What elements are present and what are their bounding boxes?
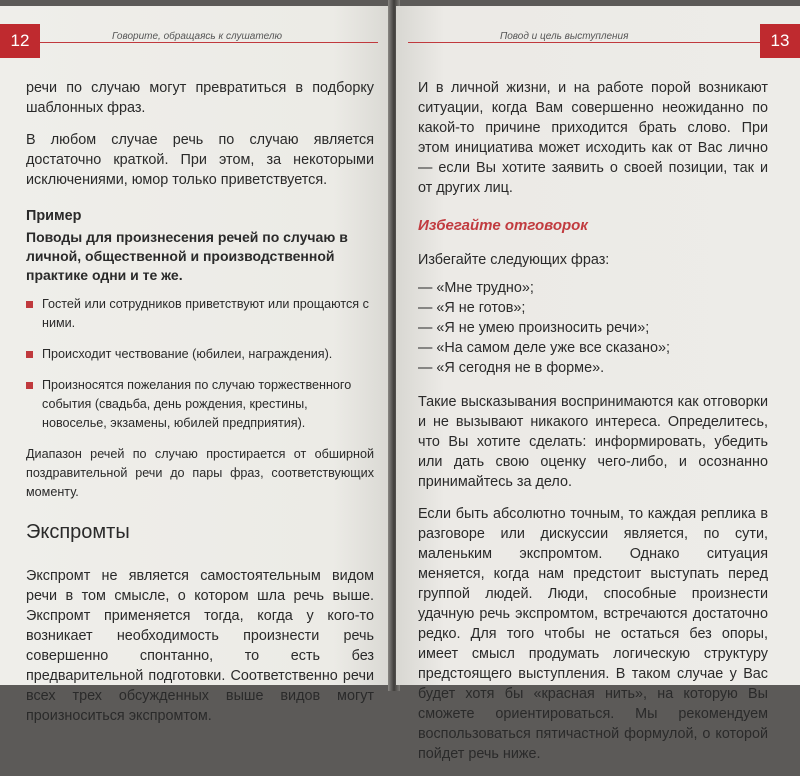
- subheading: Избегайте отговорок: [418, 217, 588, 234]
- left-page-content: [26, 78, 374, 738]
- page-number-right: 13: [760, 24, 800, 58]
- paragraph: Экспромт не является самостоятельным видом речи в том смысле, о котором шла речь выше. Экспромт применяется тогда, когда у кого-то возникает необходимость произнести речь совершенно спонтанно, то есть без предварительной подготовки. Соответственно речи всех трех обсужденных выше видов могут произноситься экспромтом.: [26, 568, 374, 724]
- page-number-left: 12: [0, 24, 40, 58]
- list-item: Произносятся пожелания по случаю торжественного события (свадьба, день рождения, крестины, новоселье, экзамены, юбилей предприятия).: [26, 376, 374, 433]
- square-bullet-icon: [26, 382, 33, 389]
- paragraph: И в личной жизни, и на работе порой возникают ситуации, когда Вам совершенно неожиданно по какой-то причине приходится брать слово. При этом инициатива может исходить как от Вас лично — если Вы хотите заявить о своей позиции, так и от других лиц.: [418, 80, 768, 196]
- list-item: — «На самом деле уже все сказано»;: [418, 340, 670, 356]
- running-header-left: Говорите, обращаясь к слушателю: [112, 31, 283, 42]
- square-bullet-icon: [26, 351, 33, 358]
- section-heading: Экспромты: [26, 521, 130, 543]
- left-page: [0, 6, 392, 724]
- header-rule-right: [408, 42, 760, 43]
- list-item: — «Я не умею произносить речи»;: [418, 320, 650, 336]
- list-item: Гостей или сотрудников приветствуют или прощаются с ними.: [26, 295, 374, 333]
- occasion-list: [26, 295, 374, 433]
- running-header-right: Повод и цель выступления: [500, 31, 629, 42]
- list-item: — «Я сегодня не в форме».: [418, 360, 605, 376]
- list-item: Происходит чествование (юбилеи, награждения).: [26, 345, 374, 364]
- list-item: — «Мне трудно»;: [418, 280, 534, 296]
- paragraph: речи по случаю могут превратиться в подборку шаблонных фраз.: [26, 80, 374, 116]
- range-note: Диапазон речей по случаю простирается от обширной поздравительной речи до пары фраз, соответствующих моменту.: [26, 447, 374, 499]
- list-item: — «Я не готов»;: [418, 300, 526, 316]
- phrase-list: [418, 278, 768, 378]
- example-title: Пример: [26, 208, 82, 224]
- paragraph: Избегайте следующих фраз:: [418, 252, 610, 268]
- paragraph: Такие высказывания воспринимаются как отговорки и не вызывают никакого интереса. Определитесь, что Вы хотите сделать: информировать, убедить или дать свою оценку чего-либо, и осознанно принимайтесь за дело.: [418, 394, 768, 490]
- paragraph: В любом случае речь по случаю является достаточно краткой. При этом, за некоторыми исключениями, юмор только приветствуется.: [26, 132, 374, 188]
- right-page-content: [418, 78, 768, 776]
- paragraph: Если быть абсолютно точным, то каждая реплика в разговоре или дискуссии является, по сути, маленьким экспромтом. Однако ситуация меняется, когда нам предстоит выступать перед группой людей. Люди, способные произнести удачную речь экспромтом, встречаются достаточно редко. Для того чтобы не остаться без опоры, имеет смысл продумать логическую структуру предстоящего выступления. В таком случае у Вас будет хотя бы «красная нить», на которую Вы сможете ориентироваться. Мы рекомендуем воспользоваться пятичастной формулой, о которой пойдет речь ниже.: [418, 506, 768, 762]
- example-lead: Поводы для произнесения речей по случаю в личной, общественной и производственной практике одни и те же.: [26, 229, 348, 283]
- right-page: [396, 6, 800, 762]
- square-bullet-icon: [26, 301, 33, 308]
- header-rule-left: [40, 42, 378, 43]
